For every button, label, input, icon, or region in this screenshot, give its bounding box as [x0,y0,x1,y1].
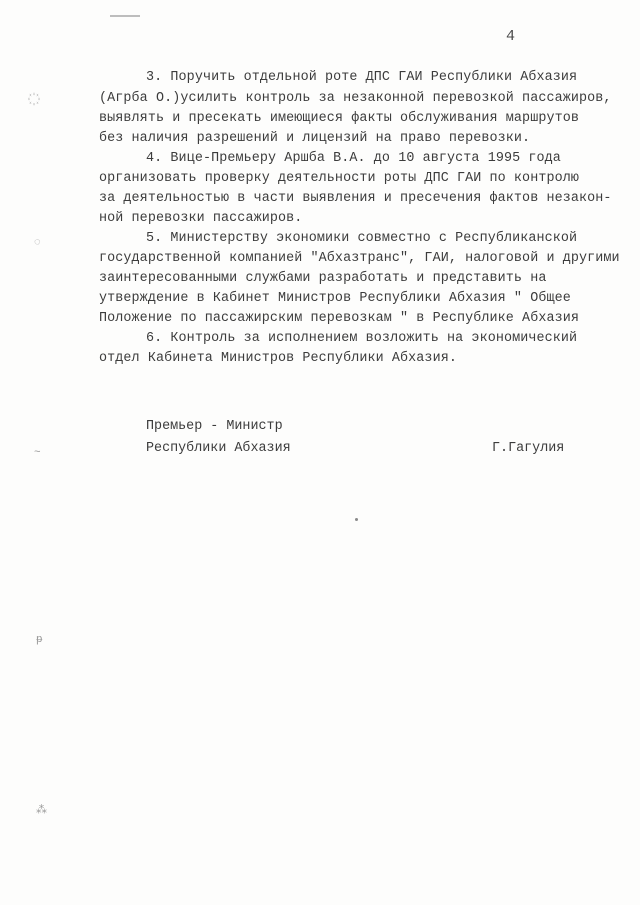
paragraph-6-line-1: 6. Контроль за исполнением возложить на экономический [146,331,578,346]
margin-mark: ◌ [34,237,41,249]
margin-mark: ᵽ [36,634,43,646]
paragraph-5-line-4: утверждение в Кабинет Министров Республики Абхазия " Общее [99,291,571,306]
paragraph-5-line-2: государственной компанией "Абхазтранс", ГАИ, налоговой и другими [99,251,620,266]
paragraph-4-line-2: организовать проверку деятельности роты ДПС ГАИ по контролю [99,171,580,186]
signature-name: Г.Гагулия [492,441,565,456]
paragraph-4-line-3: за деятельностью в части выявления и пресечения фактов незакон- [99,191,612,206]
paragraph-5-line-3: заинтересованными службами разработать и представить на [99,271,547,286]
stray-ink-dot [355,518,358,521]
margin-mark: ⁂ [36,805,47,817]
paragraph-6-line-2: отдел Кабинета Министров Республики Абхазия. [99,351,457,366]
paragraph-4-line-1: 4. Вице-Премьеру Аршба В.А. до 10 августа 1995 года [146,151,561,166]
margin-mark: ~ [34,447,41,459]
paragraph-3-line-3: выявлять и пресекать имеющиеся факты обслуживания маршрутов [99,111,580,126]
paragraph-5-line-5: Положение по пассажирским перевозкам " в Республике Абхазия [99,311,580,326]
paragraph-3-line-2: (Агрба О.)усилить контроль за незаконной перевозкой пассажиров, [99,91,612,106]
page-number: 4 [506,28,516,45]
signature-title-line-2: Республики Абхазия [146,441,291,456]
paragraph-3-line-1: 3. Поручить отдельной роте ДПС ГАИ Республики Абхазия [146,70,578,85]
paragraph-4-line-4: ной перевозки пассажиров. [99,211,303,226]
paragraph-3-line-4: без наличия разрешений и лицензий на право перевозки. [99,131,531,146]
paragraph-5-line-1: 5. Министерству экономики совместно с Республиканской [146,231,578,246]
top-scan-mark [110,15,140,17]
signature-title-line-1: Премьер - Министр [146,419,283,434]
